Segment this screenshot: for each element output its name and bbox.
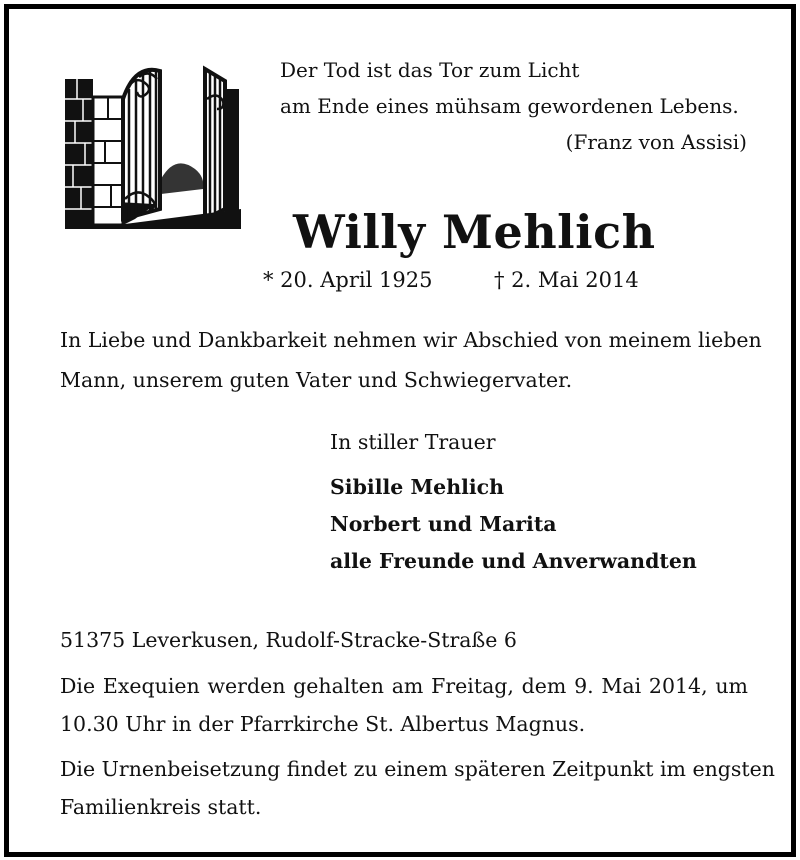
service-line-1: Die Exequien werden gehalten am Freitag, dem 9. Mai 2014, um bbox=[60, 674, 748, 698]
open-gate-icon bbox=[65, 59, 241, 229]
farewell-line-1: In Liebe und Dankbarkeit nehmen wir Abschied von meinem lieben bbox=[60, 328, 762, 352]
address: 51375 Leverkusen, Rudolf-Stracke-Straße 6 bbox=[60, 628, 517, 652]
mourners-intro: In stiller Trauer bbox=[330, 430, 496, 454]
obituary-notice bbox=[4, 4, 796, 857]
mourner-name: Norbert und Marita bbox=[330, 512, 557, 536]
service-line-2: 10.30 Uhr in der Pfarrkirche St. Albertus Magnus. bbox=[60, 712, 586, 736]
death-date: † 2. Mai 2014 bbox=[494, 268, 639, 292]
mourner-name: alle Freunde und Anverwandten bbox=[330, 549, 697, 573]
quote-line-2: am Ende eines mühsam gewordenen Lebens. bbox=[280, 94, 739, 118]
birth-date: * 20. April 1925 bbox=[263, 268, 433, 292]
farewell-line-2: Mann, unserem guten Vater und Schwiegervater. bbox=[60, 368, 573, 392]
mourner-name: Sibille Mehlich bbox=[330, 475, 505, 499]
burial-line-1: Die Urnenbeisetzung findet zu einem späteren Zeitpunkt im engsten bbox=[60, 757, 776, 781]
quote-line-1: Der Tod ist das Tor zum Licht bbox=[280, 58, 580, 82]
quote-attribution: (Franz von Assisi) bbox=[565, 130, 747, 154]
deceased-name: Willy Mehlich bbox=[293, 205, 656, 259]
burial-line-2: Familienkreis statt. bbox=[60, 795, 262, 819]
